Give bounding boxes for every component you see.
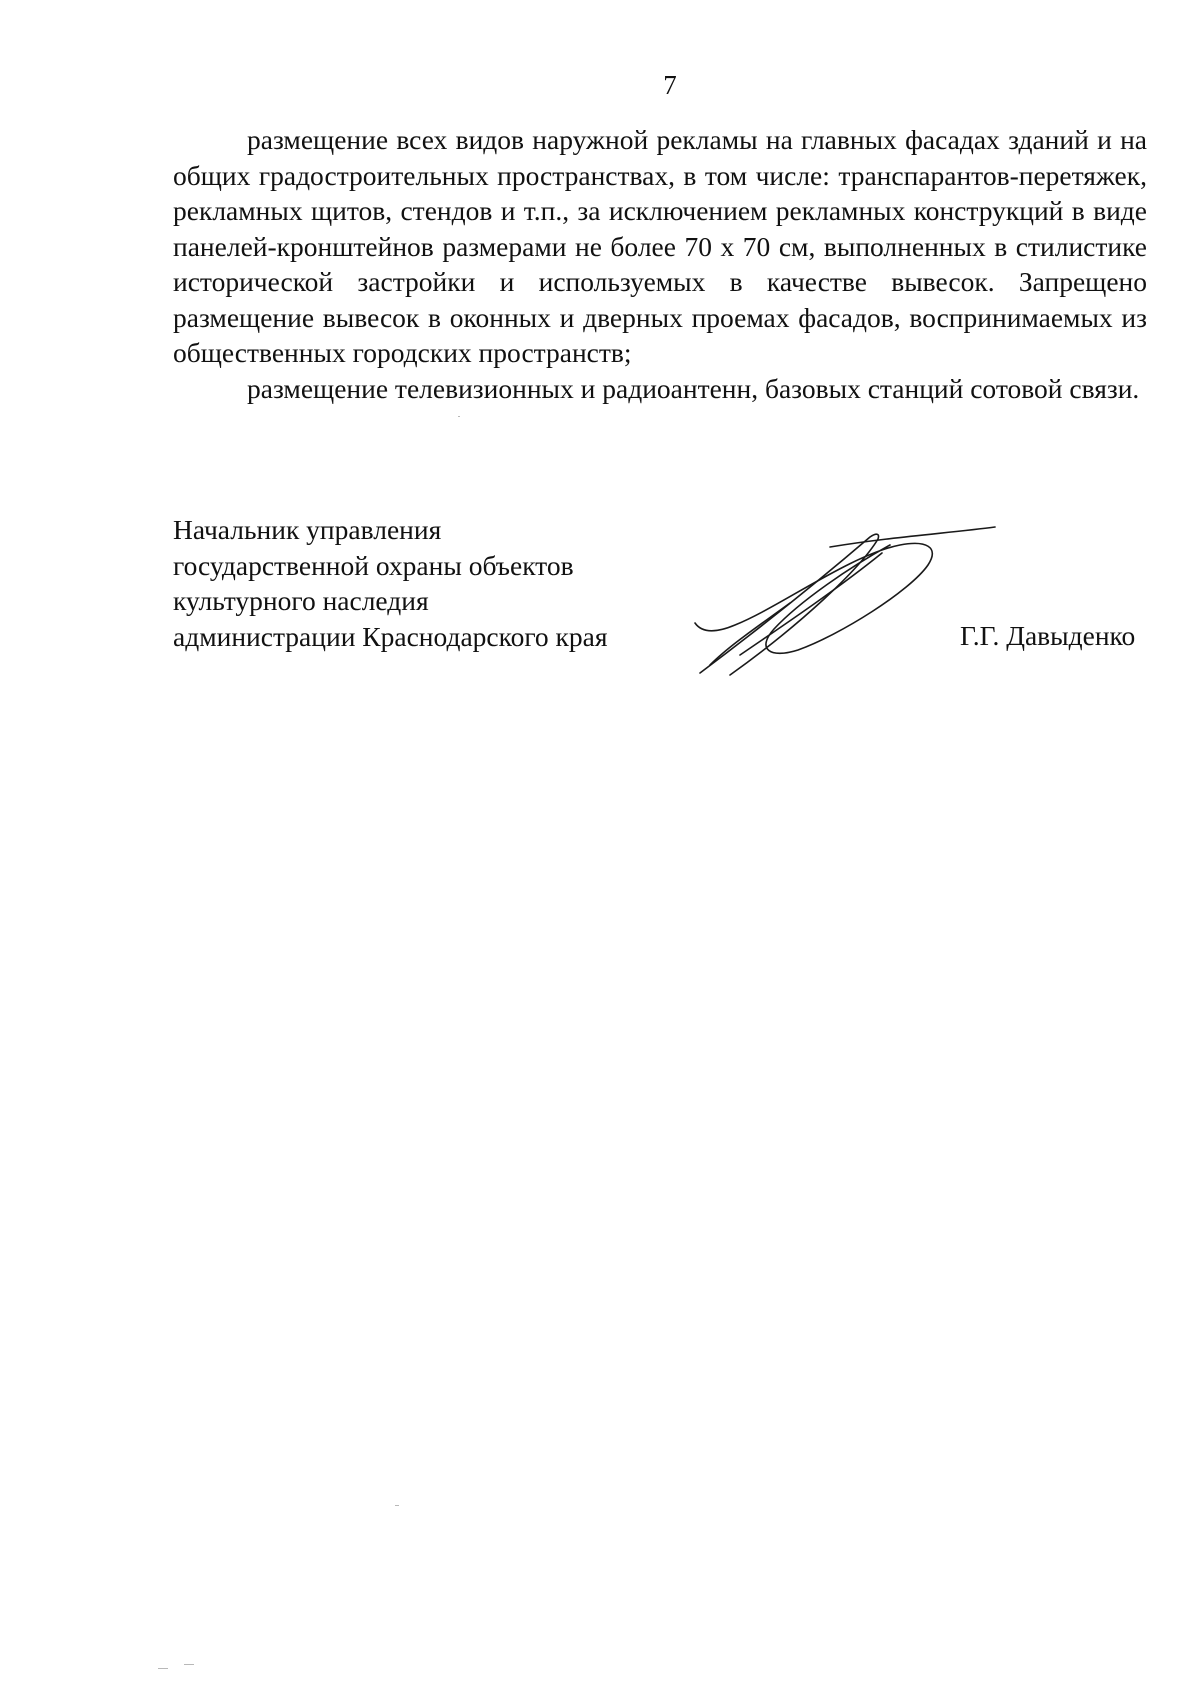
signer-position-line: Начальник управления (173, 514, 442, 545)
paragraph-outdoor-advertising: размещение всех видов наружной рекламы на главных фасадах зданий и на общих градостроительных пространствах, в том числе: транспарантов-перетяжек, рекламных щитов, стендов и т.п., за исключением рекламных конструкций в виде панелей-кронштейнов размерами не более 70 х 70 см, выполненных в стилистике исторической застройки и используемых в качестве вывесок. Запрещено размещение вывесок в оконных и дверных проемах фасадов, воспринимаемых из общественных городских пространств; (173, 124, 1147, 368)
document-body (173, 122, 1147, 406)
scan-speck (184, 1664, 194, 1665)
paragraph-antennas: размещение телевизионных и радиоантенн, базовых станций сотовой связи. (247, 372, 1140, 404)
handwritten-signature-icon (690, 525, 1010, 685)
signer-name: Г.Г. Давыденко (960, 620, 1136, 651)
page-number: 7 (663, 70, 677, 100)
scan-speck (458, 416, 460, 417)
signer-position-line: культурного наследия (173, 585, 429, 616)
scan-speck (395, 1505, 399, 1506)
signer-position (173, 512, 733, 654)
signer-position-line: администрации Краснодарского края (173, 620, 608, 652)
scan-speck (158, 1668, 168, 1669)
signer-position-line: государственной охраны объектов (173, 549, 574, 581)
